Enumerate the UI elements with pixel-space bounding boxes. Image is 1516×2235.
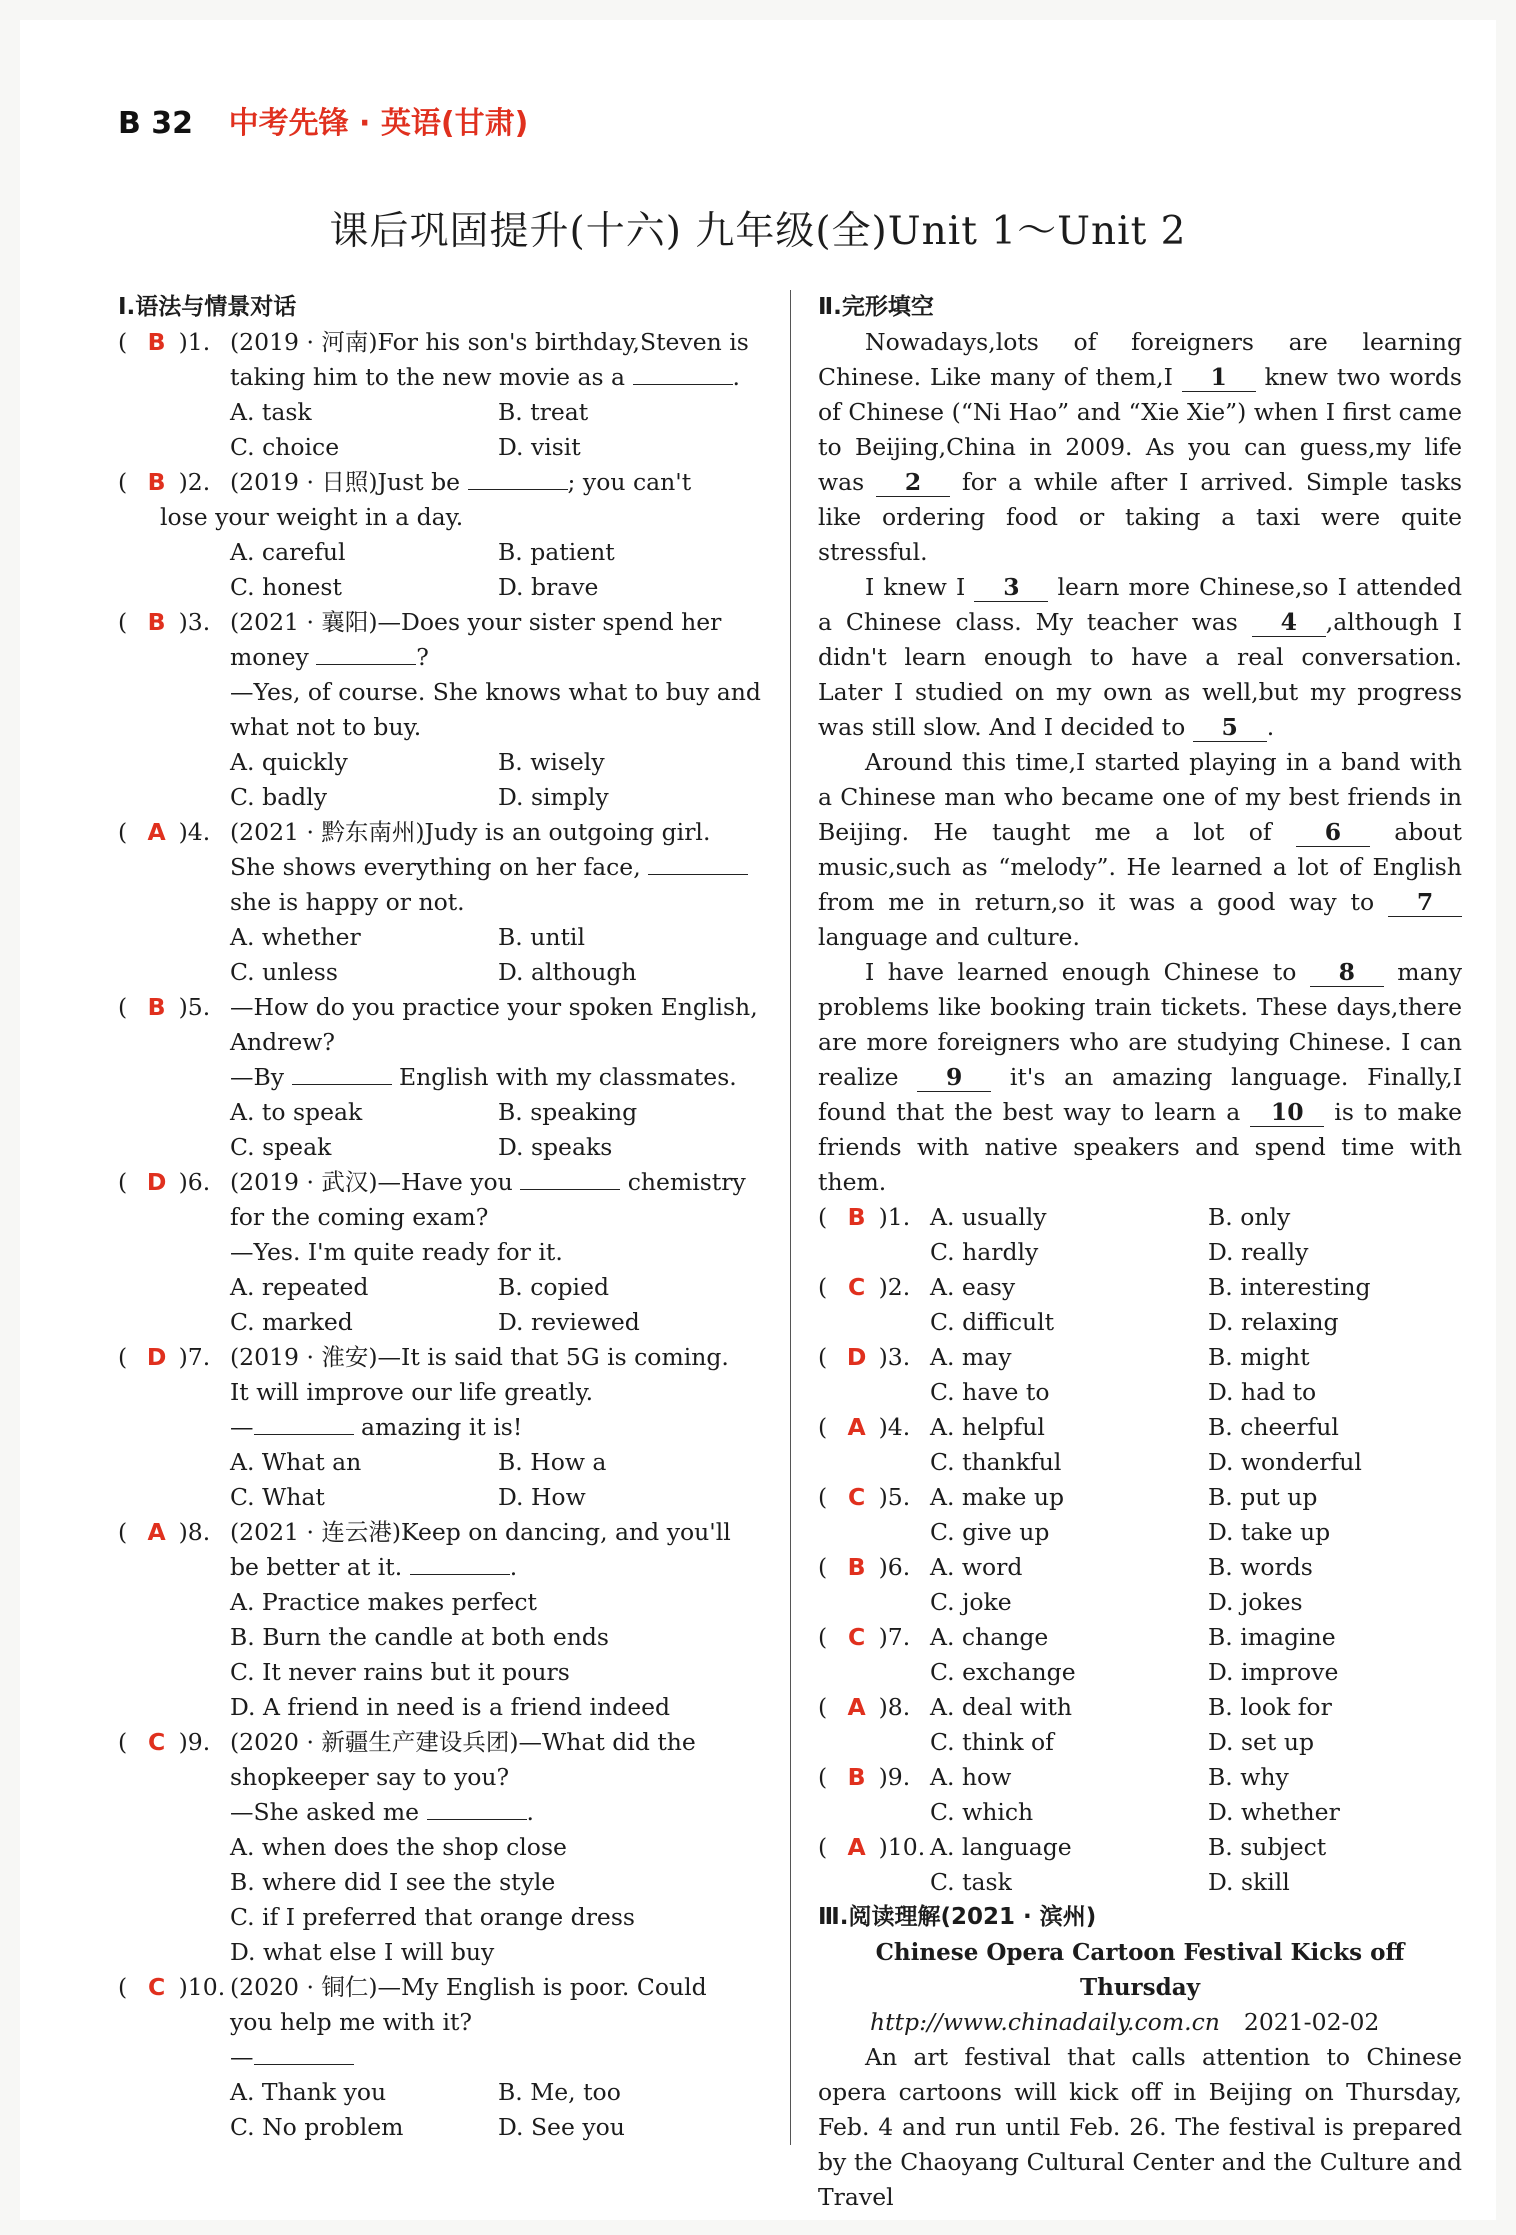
cloze-choices <box>818 1200 1462 1900</box>
cloze-choice-row: C. think of D. set up <box>930 1728 1315 1756</box>
cloze-choice-row: ( D )3. A. may B. might <box>818 1340 1462 1375</box>
cloze-choice-row: ( A )4. A. helpful B. cheerful <box>818 1410 1462 1445</box>
blank <box>427 1795 527 1820</box>
cloze-choice-row: C. exchange D. improve <box>930 1658 1339 1686</box>
answer: A <box>147 1518 166 1546</box>
options: C. badly D. simply <box>230 783 609 811</box>
answer: B <box>147 468 166 496</box>
cloze-choice-row: ( B )1. A. usually B. only <box>818 1200 1462 1235</box>
answer: B <box>147 608 166 636</box>
cloze-choice-row: C. have to D. had to <box>930 1378 1317 1406</box>
page-number: B 32 <box>118 106 194 141</box>
options: C. choice D. visit <box>230 433 581 461</box>
question-7: ( D )7. (2019 · 淮安)—It is said that 5G is coming. It will improve our life greatly. — amazing it is! <box>118 1340 766 1445</box>
answer: B <box>147 993 166 1021</box>
question-5: ( B )5. —How do you practice your spoken English, Andrew? —By English with my classmates. <box>118 990 766 1095</box>
page-header <box>118 98 528 142</box>
options: A. quickly B. wisely <box>230 748 605 776</box>
article-body: An art festival that calls attention to Chinese opera cartoons will kick off in Beijing on Thursday, Feb. 4 and run until Feb. 26. The festival is prepared by the Chaoyang Cultural Center and the Culture and Travel <box>818 2043 1462 2211</box>
option: D. what else I will buy <box>230 1938 495 1966</box>
answer: B <box>847 1763 866 1791</box>
blank <box>468 465 568 490</box>
options: C. unless D. although <box>230 958 637 986</box>
options: A. to speak B. speaking <box>230 1098 638 1126</box>
options: C. marked D. reviewed <box>230 1308 640 1336</box>
answer: A <box>847 1413 866 1441</box>
options: A. repeated B. copied <box>230 1273 610 1301</box>
answer: C <box>148 1728 166 1756</box>
option: C. if I preferred that orange dress <box>230 1903 635 1931</box>
question-2: ( B )2. (2019 · 日照)Just be ; you can't <box>118 465 766 500</box>
cloze-choice-row: C. thankful D. wonderful <box>930 1448 1362 1476</box>
options: A. What an B. How a <box>230 1448 607 1476</box>
answer: A <box>847 1833 866 1861</box>
cloze-choice-row: ( B )9. A. how B. why <box>818 1760 1462 1795</box>
cloze-choice-row: C. hardly D. really <box>930 1238 1309 1266</box>
option: D. A friend in need is a friend indeed <box>230 1693 671 1721</box>
question-9: ( C )9. (2020 · 新疆生产建设兵团)—What did the shopkeeper say to you? —She asked me . <box>118 1725 766 1830</box>
option: B. where did I see the style <box>230 1868 556 1896</box>
options: A. task B. treat <box>230 398 589 426</box>
article-source: http://www.chinadaily.com.cn 2021-02-02 <box>870 2008 1380 2036</box>
option: B. Burn the candle at both ends <box>230 1623 609 1651</box>
question-4: ( A )4. (2021 · 黔东南州)Judy is an outgoing girl. She shows everything on her face, she is happy or not. <box>118 815 766 920</box>
left-column: Ⅰ.语法与情景对话 ( B )1. (2019 · 河南)For his son's birthday,Steven is taking him to the new movie as a . A. task B. treat C. choice D. visit ( B )2. (2019 · 日照)Just be ; you can't lose your weight in a day. A. careful B. patient C. honest D. brave ( B )3. (2021 · 襄阳)—Does your sister spend her money ? —Yes, of course. She knows what to buy and what not to buy. A. quickly B. wisely C. badly D. simply ( A )4. (2021 · 黔东南州)Judy is an outgoing girl. She shows everything on her face, she is happy or not. A. whether B. until C. unless D. although ( B )5. —How do you practice your spoken English, Andrew? —By English with my classmates. A. to speak B. speaking C. speak D. speaks ( D )6. (2019 · 武汉)—Have you chemistry for the coming exam? —Yes. I'm quite ready for it. A. repeated B. copied C. marked D. reviewed ( D )7. (2019 · 淮安)—It is said that 5G is coming. It will improve our life greatly. — amazing it is! A. What an B. How a C. What D. How ( A )8. (2021 · 连云港)Keep on dancing, and you'll be better at it. . A. Practice makes perfect B. Burn the candle at both ends C. It never rains but it pours D. A friend in need is a friend indeed ( C )9. (2020 · 新疆生产建设兵团)—What did the shopkeeper say to you? —She asked me . A. when does the shop close B. where did I see the style C. if I preferred that orange dress D. what else I will buy ( C )10. (2020 · 铜仁)—My English is poor. Could you help me with it? — A. Thank you B. Me, too C. No problem D. See you <box>118 290 766 2145</box>
section-2-heading: Ⅱ.完形填空 <box>818 294 934 320</box>
question-1: ( B )1. (2019 · 河南)For his son's birthday,Steven is taking him to the new movie as a . <box>118 325 766 395</box>
answer: C <box>848 1273 866 1301</box>
question-3: ( B )3. (2021 · 襄阳)—Does your sister spend her money ? —Yes, of course. She knows what to buy and what not to buy. <box>118 605 766 745</box>
cloze-choice-row: ( B )6. A. word B. words <box>818 1550 1462 1585</box>
blank <box>254 2040 354 2065</box>
cloze-choice-row: ( C )2. A. easy B. interesting <box>818 1270 1462 1305</box>
question-6: ( D )6. (2019 · 武汉)—Have you chemistry for the coming exam? —Yes. I'm quite ready for it. <box>118 1165 766 1270</box>
answer: D <box>846 1343 867 1371</box>
blank <box>648 850 748 875</box>
cloze-choice-row: ( A )10. A. language B. subject <box>818 1830 1462 1865</box>
answer: A <box>847 1693 866 1721</box>
answer: B <box>847 1553 866 1581</box>
cloze-choice-row: C. task D. skill <box>930 1868 1290 1896</box>
cloze-choice-row: ( C )7. A. change B. imagine <box>818 1620 1462 1655</box>
option: C. It never rains but it pours <box>230 1658 570 1686</box>
blank <box>316 640 416 665</box>
cloze-paragraph-3: Around this time,I started playing in a band with a Chinese man who became one of my best friends in Beijing. He taught me a lot of 6 about music,such as “melody”. He learned a lot of English from me in return,so it was a good way to 7 language and culture. <box>818 748 1462 951</box>
answer: C <box>848 1623 866 1651</box>
blank <box>633 360 733 385</box>
worksheet-title: 课后巩固提升(十六) 九年级(全)Unit 1～Unit 2 <box>329 209 1187 254</box>
cloze-paragraph-2: I knew I 3 learn more Chinese,so I attended a Chinese class. My teacher was 4 ,although I didn't learn enough to have a real conversation. Later I studied on my own as well,but my progress was still slow. And I decided to 5 . <box>818 573 1463 741</box>
options: A. careful B. patient <box>230 538 615 566</box>
answer: A <box>147 818 166 846</box>
answer: D <box>146 1168 167 1196</box>
section-3-heading: Ⅲ.阅读理解(2021 · 滨州) <box>818 1904 1097 1930</box>
options: C. honest D. brave <box>230 573 599 601</box>
cloze-choice-row: C. which D. whether <box>930 1798 1340 1826</box>
options: A. whether B. until <box>230 923 585 951</box>
cloze-choice-row: ( C )5. A. make up B. put up <box>818 1480 1462 1515</box>
cloze-choice-row: C. give up D. take up <box>930 1518 1331 1546</box>
options: C. No problem D. See you <box>230 2113 625 2141</box>
blank <box>520 1165 620 1190</box>
options: C. speak D. speaks <box>230 1133 613 1161</box>
options: C. What D. How <box>230 1483 586 1511</box>
cloze-choice-row: C. difficult D. relaxing <box>930 1308 1339 1336</box>
cloze-choice-row: C. joke D. jokes <box>930 1588 1303 1616</box>
right-column <box>818 290 1462 2215</box>
book-title: 中考先锋 · 英语(甘肃) <box>228 106 529 141</box>
answer: D <box>146 1343 167 1371</box>
answer: B <box>147 328 166 356</box>
blank <box>254 1410 354 1435</box>
cloze-choice-row: ( A )8. A. deal with B. look for <box>818 1690 1462 1725</box>
cloze-paragraph-1: Nowadays,lots of foreigners are learning Chinese. Like many of them,I 1 knew two words of Chinese (“Ni Hao” and “Xie Xie”) when I first came to Beijing,China in 2009. As you can guess,my life was 2 for a while after I arrived. Simple tasks like ordering food or taking a taxi were quite stressful. <box>818 328 1463 566</box>
cloze-paragraph-4: I have learned enough Chinese to 8 many problems like booking train tickets. These days,there are more foreigners who are studying Chinese. I can realize 9 it's an amazing language. Finally,I found that the best way to learn a 10 is to make friends with native speakers and spend time with them. <box>818 958 1462 1196</box>
option: A. when does the shop close <box>230 1833 567 1861</box>
options: A. Thank you B. Me, too <box>230 2078 621 2106</box>
option: A. Practice makes perfect <box>230 1588 537 1616</box>
answer: C <box>848 1483 866 1511</box>
answer: B <box>847 1203 866 1231</box>
section-1-heading: Ⅰ.语法与情景对话 <box>118 294 297 320</box>
article-title: Chinese Opera Cartoon Festival Kicks off Thursday <box>875 1939 1405 2001</box>
answer: C <box>148 1973 166 2001</box>
question-10: ( C )10. (2020 · 铜仁)—My English is poor. Could you help me with it? — <box>118 1970 766 2075</box>
blank <box>292 1060 392 1085</box>
column-divider <box>790 290 791 2145</box>
blank <box>410 1550 510 1575</box>
question-8: ( A )8. (2021 · 连云港)Keep on dancing, and you'll be better at it. . <box>118 1515 766 1585</box>
